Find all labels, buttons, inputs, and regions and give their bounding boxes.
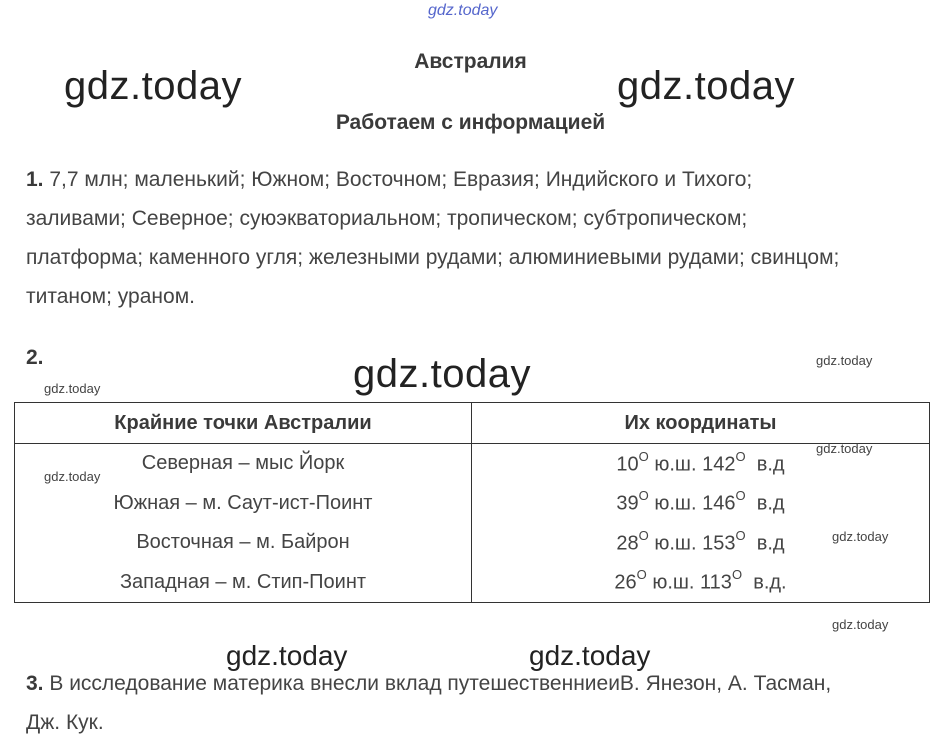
watermark-big-right: gdz.today <box>617 64 795 108</box>
watermark-small: gdz.today <box>44 469 101 484</box>
latitude-value: 10 <box>616 453 639 476</box>
watermark-small: gdz.today <box>816 353 873 368</box>
point-coordinates <box>472 563 930 603</box>
latitude-value: 39 <box>616 493 639 516</box>
extreme-points-table <box>14 402 930 603</box>
degree-mark: O <box>638 488 649 504</box>
watermark-big-left: gdz.today <box>64 64 242 108</box>
longitude-value: 113 <box>700 572 732 595</box>
latitude-unit: ю.ш. <box>654 532 697 555</box>
table-row <box>15 523 930 563</box>
task-3-line <box>26 664 936 703</box>
task-3 <box>26 664 936 742</box>
watermark-small: gdz.today <box>44 381 101 396</box>
latitude-value: 26 <box>614 572 637 595</box>
latitude-unit: ю.ш. <box>652 572 695 595</box>
watermark-big-mid: gdz.today <box>353 352 531 396</box>
degree-mark: O <box>638 527 649 543</box>
latitude-unit: ю.ш. <box>654 453 697 476</box>
watermark-small: gdz.today <box>816 441 873 456</box>
task-1-line <box>26 160 936 199</box>
table-row <box>15 484 930 524</box>
degree-mark: O <box>735 488 746 504</box>
point-coordinates <box>472 484 930 524</box>
degree-mark: O <box>735 448 746 464</box>
task-1-number: 1. <box>26 168 44 191</box>
table-header-coordinates: Их координаты <box>472 403 930 444</box>
task-1-line: титаном; ураном. <box>26 285 195 308</box>
degree-mark: O <box>735 527 746 543</box>
longitude-unit: в.д <box>756 532 785 555</box>
longitude-value: 142 <box>702 453 736 476</box>
task-1 <box>26 160 936 316</box>
task-3-line: Дж. Кук. <box>26 711 104 734</box>
point-name: Восточная – м. Байрон <box>15 523 472 563</box>
task-3-number: 3. <box>26 672 44 695</box>
degree-mark: O <box>638 448 649 464</box>
degree-mark: O <box>636 567 647 583</box>
task-1-line: заливами; Северное; суюэкваториальном; тропическом; субтропическом; <box>26 207 748 230</box>
task-1-line-text: 7,7 млн; маленький; Южном; Восточном; Евразия; Индийского и Тихого; <box>49 168 753 191</box>
longitude-value: 146 <box>702 493 736 516</box>
task-1-line: платформа; каменного угля; железными рудами; алюминиевыми рудами; свинцом; <box>26 246 840 269</box>
point-name: Северная – мыс Йорк <box>15 444 472 484</box>
longitude-unit: в.д <box>756 493 785 516</box>
degree-mark: O <box>731 567 743 583</box>
watermark-small: gdz.today <box>832 529 889 544</box>
table-header-points: Крайние точки Австралии <box>15 403 472 444</box>
watermark-top: gdz.today <box>428 2 498 19</box>
point-name: Южная – м. Саут-ист-Поинт <box>15 484 472 524</box>
watermark-small: gdz.today <box>832 617 889 632</box>
task-3-line-text: В исследование материка внесли вклад путешественниеиВ. Янезон, А. Тасман, <box>49 672 832 695</box>
watermark-mid-right: gdz.today <box>529 640 651 671</box>
table-row <box>15 444 930 484</box>
task-2-number: 2. <box>26 346 44 369</box>
latitude-unit: ю.ш. <box>654 493 697 516</box>
point-name: Западная – м. Стип-Поинт <box>15 563 472 603</box>
watermark-mid-left: gdz.today <box>226 640 348 671</box>
page-title: Австралия <box>414 50 527 73</box>
section-subtitle: Работаем с информацией <box>335 111 606 134</box>
table-header-row <box>15 403 930 444</box>
table-row <box>15 563 930 603</box>
longitude-value: 153 <box>702 532 736 555</box>
latitude-value: 28 <box>616 532 639 555</box>
longitude-unit: в.д. <box>753 572 787 595</box>
longitude-unit: в.д <box>756 453 785 476</box>
